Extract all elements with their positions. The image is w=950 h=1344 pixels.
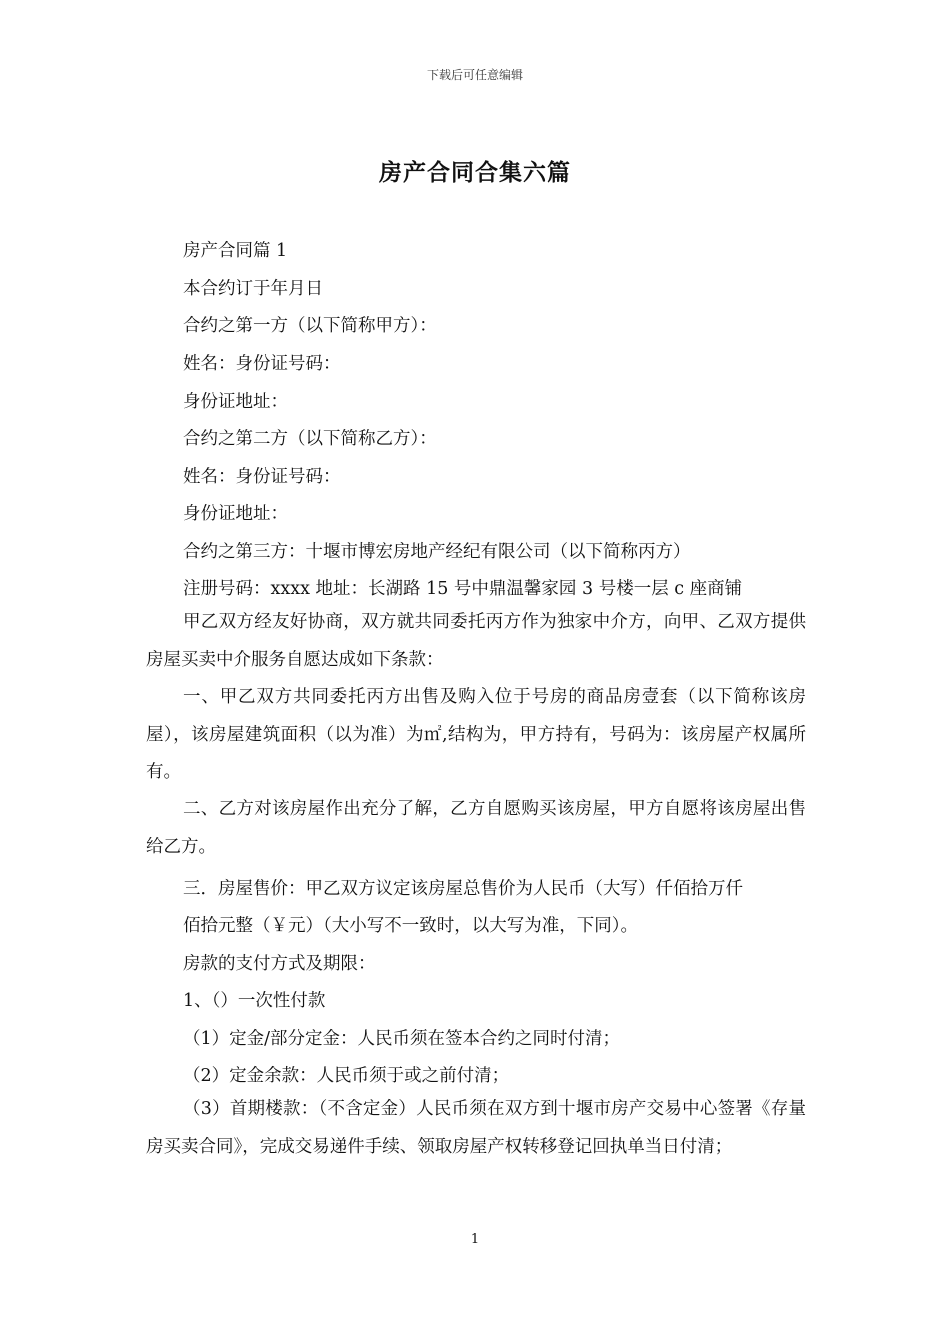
paragraph: 甲乙双方经友好协商，双方就共同委托丙方作为独家中介方，向甲、乙双方提供房屋买卖中介服务自愿达成如下条款： [146,612,806,670]
paragraph: 二、乙方对该房屋作出充分了解，乙方自愿购买该房屋，甲方自愿将该房屋出售给乙方。 [146,799,806,857]
text-line: 合约之第一方（以下简称甲方）： [183,316,437,336]
text-line: （2）定金余款：人民币须于或之前付清； [183,1066,510,1086]
paragraph: （3）首期楼款：（不含定金）人民币须在双方到十堰市房产交易中心签署《存量房买卖合同》，完成交易递件手续、领取房屋产权转移登记回执单当日付清； [146,1099,806,1157]
text-line: 房款的支付方式及期限： [183,954,376,974]
text-line: 三．房屋售价：甲乙双方议定该房屋总售价为人民币（大写）仟佰拾万仟 [183,879,743,899]
text-line: 合约之第三方：十堰市博宏房地产经纪有限公司（以下简称丙方） [183,542,691,562]
text-line: 身份证地址： [183,392,288,412]
text-line: 房产合同篇 1 [183,241,288,261]
paragraph: 一、甲乙双方共同委托丙方出售及购入位于号房的商品房壹套（以下简称该房屋），该房屋建筑面积（以为准）为㎡,结构为，甲方持有，号码为：该房屋产权属所有。 [146,687,806,782]
text-line: 1、（）一次性付款 [183,991,326,1011]
text-line: 姓名：身份证号码： [183,354,341,374]
text-line: 佰拾元整（￥元）（大小写不一致时，以大写为准，下同）。 [183,916,638,936]
page-header-note: 下载后可任意编辑 [426,68,523,82]
text-line: 身份证地址： [183,504,288,524]
text-line: 合约之第二方（以下简称乙方）： [183,429,437,449]
document-title: 房产合同合集六篇 [379,159,571,186]
text-line: 本合约订于年月日 [183,279,323,299]
text-line: （1）定金/部分定金：人民币须在签本合约之同时付清； [183,1029,621,1049]
page-number: 1 [470,1232,480,1247]
text-line: 姓名：身份证号码： [183,467,341,487]
text-line: 注册号码：xxxx 地址：长湖路 15 号中鼎温馨家园 3 号楼一层 c 座商铺 [183,579,743,599]
